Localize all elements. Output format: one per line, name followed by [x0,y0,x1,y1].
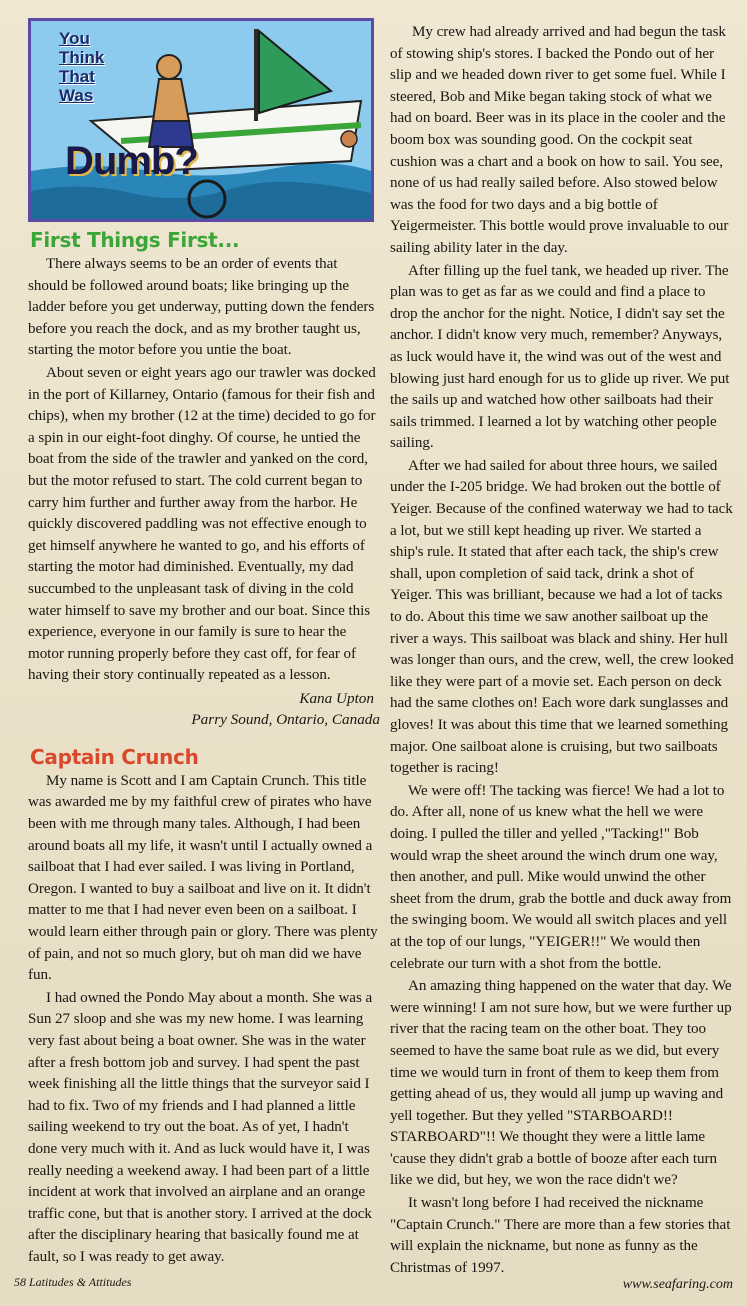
website-footer: www.seafaring.com [622,1277,733,1292]
banner-title [59,29,104,105]
article2-heading: Captain Crunch [30,744,199,769]
banner-big-word: Dumb? [65,139,198,183]
right-column [390,22,734,1280]
article1-author: Kana Upton [299,689,374,707]
banner-line-2: Think [59,48,105,67]
banner-line-1: You [59,29,90,48]
article2-continued-6: It wasn't long before I had received the nickname "Captain Crunch." There are more than a few stories that will explain the nickname, but none as funny as the Christmas of 1997. [390,1195,731,1276]
banner-line-4: Was [59,86,94,105]
article1-location: Parry Sound, Ontario, Canada [191,711,380,729]
article2-continued-2: After filling up the fuel tank, we headed up river. The plan was to get as far as we could and find a place to drop the anchor for the night. Notice, I didn't say set the anchor. I didn't know very much, remember? Anyways, as luck would have it, the wind was out of the west and blowing just hard enough for us to glide up river. We put the sails up and watched how other sailboats had their sails trimmed. I learned a lot by watching other people sailing. [390,262,730,452]
article2-continued-5: An amazing thing happened on the water that day. We were winning! I am not sure how, but we were further up river that the racing team on the other boat. They too seemed to have the same boat rule as we did, but every time we would turn in front of them to keep them from getting ahead of us, they would all jump up waving and yell together. But they yelled "STARBOARD!! STARBOARD"!! We thought they were a little lame 'cause they didn't grab a bottle of booze after each turn like we did, but hey, we won the race didn't we? [390,978,732,1189]
left-column [28,18,380,1270]
article2-paragraph-2: I had owned the Pondo May about a month. She was a Sun 27 sloop and she was my new home. I was learning very fast about being a boat owner. She was in the water after a fresh bottom job and survey. I had spent the past week finishing all the little things that the surveyor said I had to fix. Two of my friends and I had planned a little sailing weekend to try out the boat. As of yet, I hadn't done very much with it. And as luck would have it, I was really needing a weekend away. I had been part of a little incident at work that involved an airplane and an orange traffic cone, but that is another story. I arrived at the dock after the disciplinary hearing that basically found me at fault, so I was ready to get away. [28,989,373,1265]
article2-continued-3: After we had sailed for about three hours, we sailed under the I-205 bridge. We had broken out the bottle of Yeiger. Because of the confined waterway we had to tack a lot, but we still kept heading up river. We started a ship's rule. It stated that after each tack, the ship's crew shall, upon completion of said tack, drink a shot of Yeiger. This was brilliant, because we had a lot of tacks to do. About this time we saw another sailboat up the river a ways. This sailboat was black and shiny. Her hull was longer than ours, and the crew, well, the crew looked like they were part of a movie set. Each person on deck had the same clothes on! Each wore dark sunglasses and gloves! It was about this time that we learned something major. One sailboat alone is cruising, but two sailboats together is racing! [390,457,734,777]
article1-paragraph-1: There always seems to be an order of events that should be followed around boats; like bringing up the ladder before you get underway, putting down the fenders before you reach the dock, and as my brother taught us, starting the motor before you untie the boat. [28,256,375,359]
article1-heading: First Things First... [30,228,240,252]
banner-line-3: That [59,67,95,86]
article2-paragraph-1: My name is Scott and I am Captain Crunch. This title was awarded me by my faithful crew of pirates who have been with me through many tales. Although, I had been around boats all my life, it wasn't until I actually owned a sailboat that I had ever sailed. I was living in Portland, Oregon. I wanted to buy a sailboat and live on it. It didn't matter to me that I had never even been on a sailboat. I would learn either through pain or glory. There was plenty of pain, and not so much glory, but oh man did we have fun. [28,772,378,984]
article2-continued-4: We were off! The tacking was fierce! We had a lot to do. After all, none of us knew what the hell we were doing. I pulled the tiller and yelled ,"Tacking!" Bob would wrap the sheet around the winch drum one way, then another, and pull. Mike would unwind the other sheet from the drum, grab the bottle and duck away from the swinging boom. We would all switch places and yell at the top of our lungs, "YEIGER!!" We would then celebrate our turn with a shot from the bottle. [390,782,732,972]
page-number-footer: 58 Latitudes & Attitudes [14,1275,132,1289]
article2-continued-1: My crew had already arrived and had begun the task of stowing ship's stores. I backed the Pondo out of her slip and we headed down river to get some fuel. While I steered, Bob and Mike began taking stock of what we had on board. Beer was in its place in the cooler and the boom box was sounding good. On the cockpit seat cushion was a chart and a book on how to sail. You see, none of us had really sailed before. Also stowed below was the food for two days and a big bottle of Yeigermeister. This bottle would prove invaluable to our sailing ability later in the day. [390,24,729,256]
article1-paragraph-2: About seven or eight years ago our trawler was docked in the port of Killarney, Ontario (famous for their fish and chips), when my brother (12 at the time) decided to go for a spin in our eight-foot dinghy. Of course, he untied the boat from the side of the trawler and yanked on the cord, but the motor refused to start. The cold current began to carry him further and further away from the harbor. He quickly discovered paddling was not effective enough to get himself anywhere he wanted to go, and his efforts of starting the motor had diminished. Eventually, my dad succumbed to the unpleasant task of diving in the cold water himself to save my brother and our boat. Since this experience, everyone in our family is sure to hear the motor running properly before they cast off, for fear of having their story continually repeated as a lesson. [28,364,376,684]
cartoon-banner [28,18,374,222]
